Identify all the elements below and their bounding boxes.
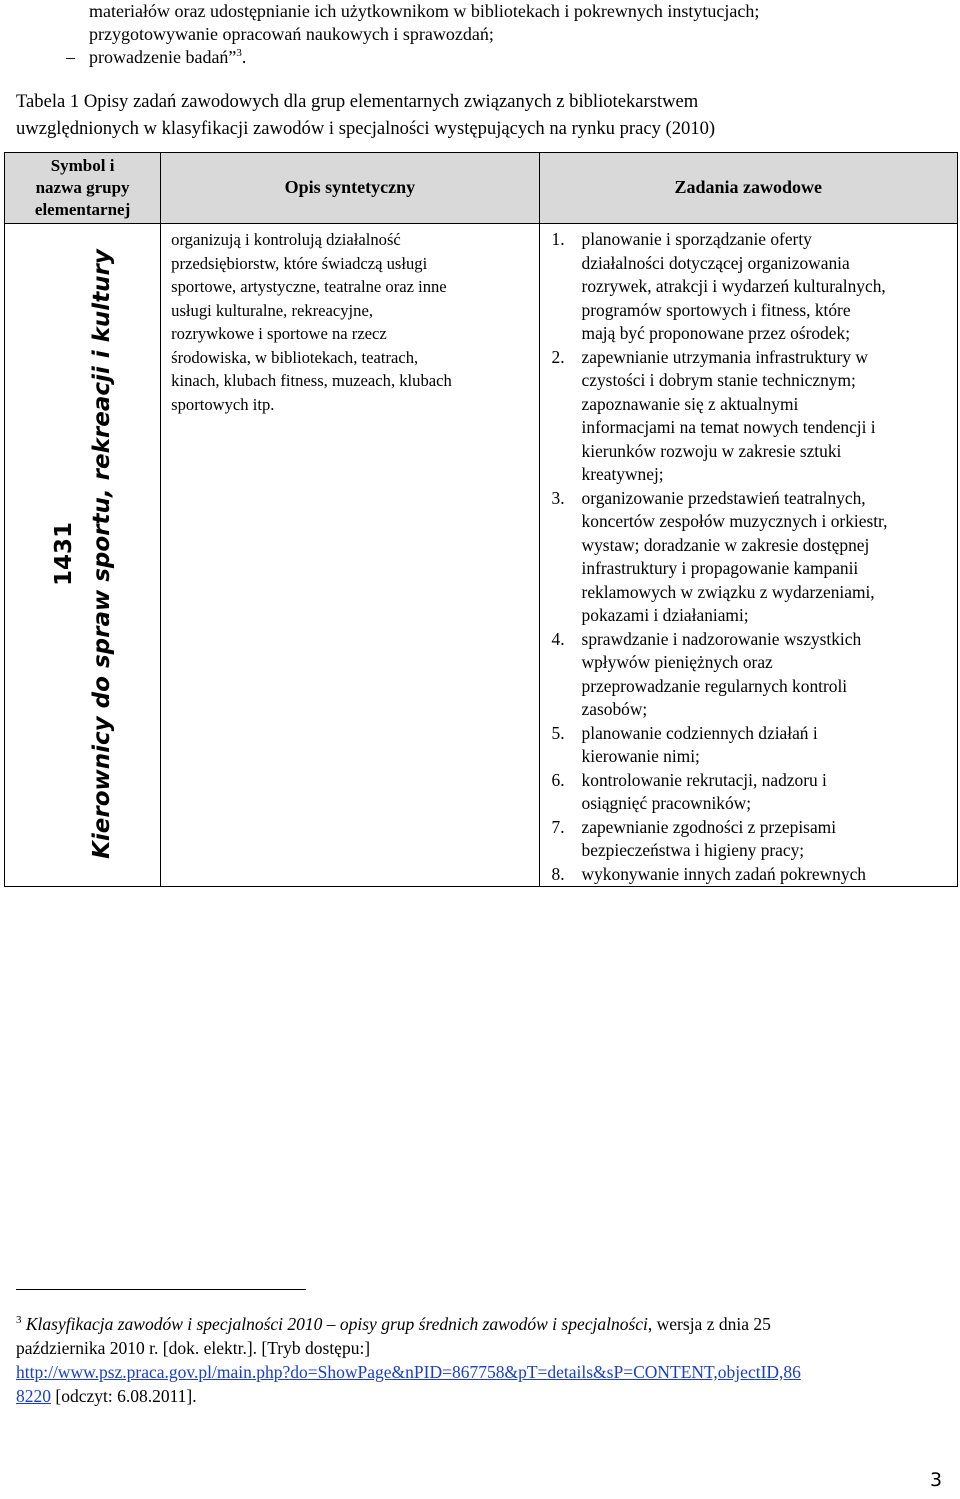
task-line: zapewnianie utrzymania infrastruktury w [581, 346, 868, 367]
task-item [552, 487, 951, 628]
footnote-separator [16, 1289, 306, 1290]
table-caption [16, 88, 946, 142]
task-line: osiągnięć pracowników; [581, 793, 752, 813]
footnote-text: [odczyt: 6.08.2011]. [51, 1386, 197, 1406]
task-text [582, 722, 818, 769]
task-number: 4. [551, 628, 565, 649]
task-line: rozrywek, atrakcji i wydarzeń kulturalnych, [581, 276, 886, 296]
task-text [582, 769, 827, 816]
task-item [552, 346, 951, 487]
task-item [552, 228, 951, 346]
list-item-text: prowadzenie badań” [89, 47, 237, 67]
task-line: kreatywnej; [581, 464, 664, 484]
header-zadania: Zadania zawodowe [539, 153, 957, 224]
task-line: mają być proponowane przez ośrodek; [581, 323, 851, 343]
tasks-list [540, 224, 957, 886]
task-line: wystaw; doradzanie w zakresie dostępnej [581, 534, 870, 555]
description-line: środowiska, w bibliotekach, teatrach, [171, 347, 419, 367]
footnote-line [16, 1384, 801, 1408]
task-number: 6. [551, 769, 565, 790]
footnote-link-continued[interactable]: 8220 [16, 1386, 51, 1406]
header-symbol-line: elementarnej [34, 200, 131, 219]
footnote-marker: 3 [16, 1314, 22, 1327]
table-row [5, 224, 958, 887]
description-line: przedsiębiorstw, które świadczą usługi [171, 253, 428, 273]
task-line: wykonywanie innych zadań pokrewnych [581, 863, 866, 884]
header-symbol-line: nazwa grupy [35, 178, 130, 197]
description-line: organizują i kontrolują działalność [171, 230, 401, 249]
task-line: zapoznawanie się z aktualnymi [581, 393, 799, 414]
task-line: planowanie codziennych działań i [581, 722, 818, 743]
task-text [582, 863, 866, 887]
task-text [582, 816, 836, 863]
body-text-line: materiałów oraz udostępnianie ich użytkownikom w bibliotekach i pokrewnych instytucjach; [89, 1, 760, 21]
header-symbol-line: Symbol i [50, 156, 115, 175]
list-item-end: . [241, 47, 247, 67]
tasks-cell [539, 224, 957, 887]
group-cell [5, 224, 161, 887]
task-number: 5. [551, 722, 565, 743]
task-line: bezpieczeństwa i higieny pracy; [581, 840, 805, 860]
description-line: usługi kulturalne, rekreacyjne, [171, 300, 373, 320]
header-symbol [5, 153, 161, 224]
task-number: 3. [551, 487, 565, 508]
task-line: informacjami na temat nowych tendencji i [581, 417, 876, 437]
description-line: rozrywkowe i sportowe na rzecz [171, 324, 387, 343]
task-line: kierunków rozwoju w zakresie sztuki [581, 440, 842, 461]
description-cell [161, 224, 539, 887]
task-line: kierowanie nimi; [581, 746, 700, 766]
task-number: 8. [551, 863, 565, 884]
task-line: organizowanie przedstawień teatralnych, [581, 487, 866, 508]
task-line: infrastruktury i propagowanie kampanii [581, 558, 859, 578]
task-item [552, 863, 951, 887]
task-number: 1. [551, 229, 565, 249]
group-name: Kierownicy do spraw sportu, rekreacji i kultury [89, 249, 115, 859]
footnote-line [16, 1360, 801, 1384]
task-line: planowanie i sporządzanie oferty [581, 229, 812, 249]
footnote-line [16, 1312, 801, 1336]
footnote-text: , wersja z dnia 25 [647, 1314, 771, 1334]
task-text [582, 628, 862, 722]
task-line: wpływów pieniężnych oraz [581, 652, 773, 672]
task-line: zasobów; [581, 699, 648, 719]
caption-line: uwzględnionych w klasyfikacji zawodów i specjalności występujących na rynku pracy (2010) [16, 118, 716, 139]
task-line: reklamowych w związku z wydarzeniami, [581, 581, 875, 602]
caption-line: Tabela 1 Opisy zadań zawodowych dla grup elementarnych związanych z bibliotekarstwem [16, 91, 699, 112]
task-line: kontrolowanie rekrutacji, nadzoru i [581, 769, 827, 790]
task-line: czystości i dobrym stanie technicznym; [581, 370, 856, 390]
task-number: 2. [551, 346, 565, 367]
task-item [552, 628, 951, 722]
group-code: 1431 [51, 522, 77, 587]
description-line: sportowych itp. [171, 394, 275, 414]
table-header-row [5, 153, 958, 224]
body-text-line [89, 46, 246, 69]
task-item [552, 769, 951, 816]
header-opis: Opis syntetyczny [161, 153, 539, 224]
description-line: kinach, klubach fitness, muzeach, klubach [171, 371, 452, 390]
task-item [552, 816, 951, 863]
task-number: 7. [551, 816, 565, 837]
task-line: programów sportowych i fitness, które [581, 299, 851, 320]
task-line: zapewnianie zgodności z przepisami [581, 816, 837, 837]
footnote-link[interactable]: http://www.psz.praca.gov.pl/main.php?do=ShowPage&nPID=867758&pT=details&sP=CONTENT,objectID,86 [16, 1362, 801, 1382]
footnote [16, 1312, 801, 1408]
page-number: 3 [930, 1469, 943, 1491]
task-line: działalności dotyczącej organizowania [581, 252, 850, 273]
occupations-table [4, 152, 958, 887]
task-text [582, 346, 876, 487]
description-text [161, 224, 538, 416]
description-line: sportowe, artystyczne, teatralne oraz inne [171, 277, 447, 296]
group-label-rotated [45, 249, 121, 859]
footnote-title: Klasyfikacja zawodów i specjalności 2010 – opisy grup średnich zawodów i specjalności [25, 1314, 648, 1334]
task-line: sprawdzanie i nadzorowanie wszystkich [581, 628, 862, 649]
task-text [582, 228, 886, 346]
footnote-line: października 2010 r. [dok. elektr.]. [Tryb dostępu:] [16, 1338, 371, 1358]
body-text-line: przygotowywanie opracowań naukowych i sprawozdań; [89, 24, 494, 44]
task-line: koncertów zespołów muzycznych i orkiestr, [581, 511, 888, 531]
footnote-ref[interactable]: 3 [236, 47, 242, 59]
list-dash: – [66, 47, 75, 67]
task-item [552, 722, 951, 769]
task-line: pokazami i działaniami; [581, 605, 749, 625]
task-line: przeprowadzanie regularnych kontroli [581, 675, 848, 696]
task-text [582, 487, 888, 628]
